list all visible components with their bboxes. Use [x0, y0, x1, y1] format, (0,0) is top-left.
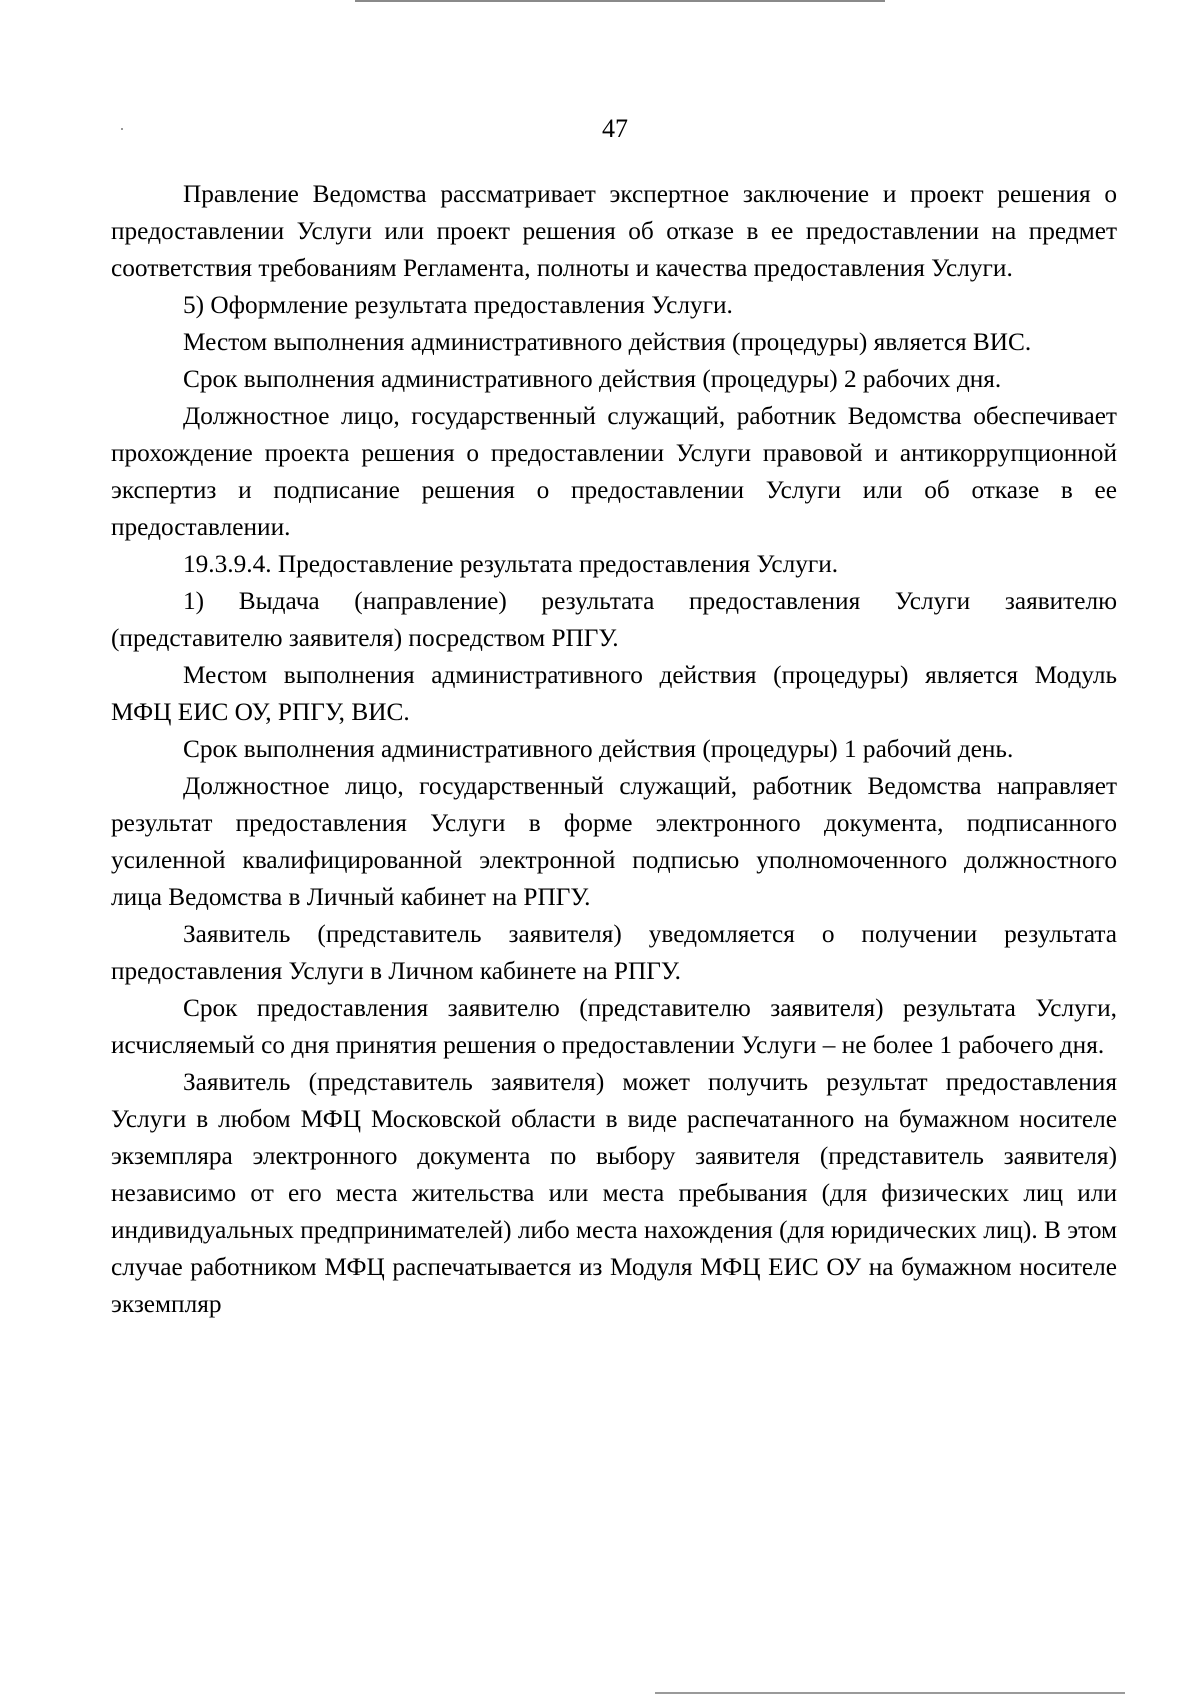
paragraph-12: Срок предоставления заявителю (представителю заявителя) результата Услуги, исчисляемый со дня принятия решения о предоставлении Услуги – не более 1 рабочего дня.	[111, 994, 1117, 1059]
scan-edge-bottom	[655, 1692, 1125, 1694]
paragraph-7: 1) Выдача (направление) результата предоставления Услуги заявителю (представителю заявителя) посредством РПГУ.	[111, 587, 1117, 652]
paragraph-8: Местом выполнения административного действия (процедуры) является Модуль МФЦ ЕИС ОУ, РПГУ, ВИС.	[111, 661, 1117, 726]
paragraph-6: 19.3.9.4. Предоставление результата предоставления Услуги.	[183, 550, 839, 578]
paragraph-5: Должностное лицо, государственный служащий, работник Ведомства обеспечивает прохождение проекта решения о предоставлении Услуги правовой и антикоррупционной экспертиз и подписание решения о предоставлении Услуги или об отказе в ее предоставлении.	[111, 402, 1117, 541]
paragraph-1: Правление Ведомства рассматривает экспертное заключение и проект решения о предоставлении Услуги или проект решения об отказе в ее предоставлении на предмет соответствия требованиям Регламента, полноты и качества предоставления Услуги.	[111, 180, 1117, 282]
paragraph-11: Заявитель (представитель заявителя) уведомляется о получении результата предоставления Услуги в Личном кабинете на РПГУ.	[111, 920, 1117, 985]
document-body	[111, 176, 1117, 1323]
page-number: 47	[602, 114, 628, 143]
paragraph-3: Местом выполнения административного действия (процедуры) является ВИС.	[183, 328, 1032, 356]
paragraph-2: 5) Оформление результата предоставления Услуги.	[183, 291, 733, 319]
scan-edge-top	[355, 0, 885, 2]
paragraph-9: Срок выполнения административного действия (процедуры) 1 рабочий день.	[183, 735, 1014, 763]
paragraph-4: Срок выполнения административного действия (процедуры) 2 рабочих дня.	[183, 365, 1002, 393]
paragraph-10: Должностное лицо, государственный служащий, работник Ведомства направляет результат предоставления Услуги в форме электронного документа, подписанного усиленной квалифицированной электронной подписью уполномоченного должностного лица Ведомства в Личный кабинет на РПГУ.	[111, 772, 1117, 911]
paragraph-13: Заявитель (представитель заявителя) может получить результат предоставления Услуги в любом МФЦ Московской области в виде распечатанного на бумажном носителе экземпляра электронного документа по выбору заявителя (представитель заявителя) независимо от его места жительства или места пребывания (для физических лиц или индивидуальных предпринимателей) либо места нахождения (для юридических лиц). В этом случае работником МФЦ распечатывается из Модуля МФЦ ЕИС ОУ на бумажном носителе экземпляр	[111, 1068, 1117, 1318]
